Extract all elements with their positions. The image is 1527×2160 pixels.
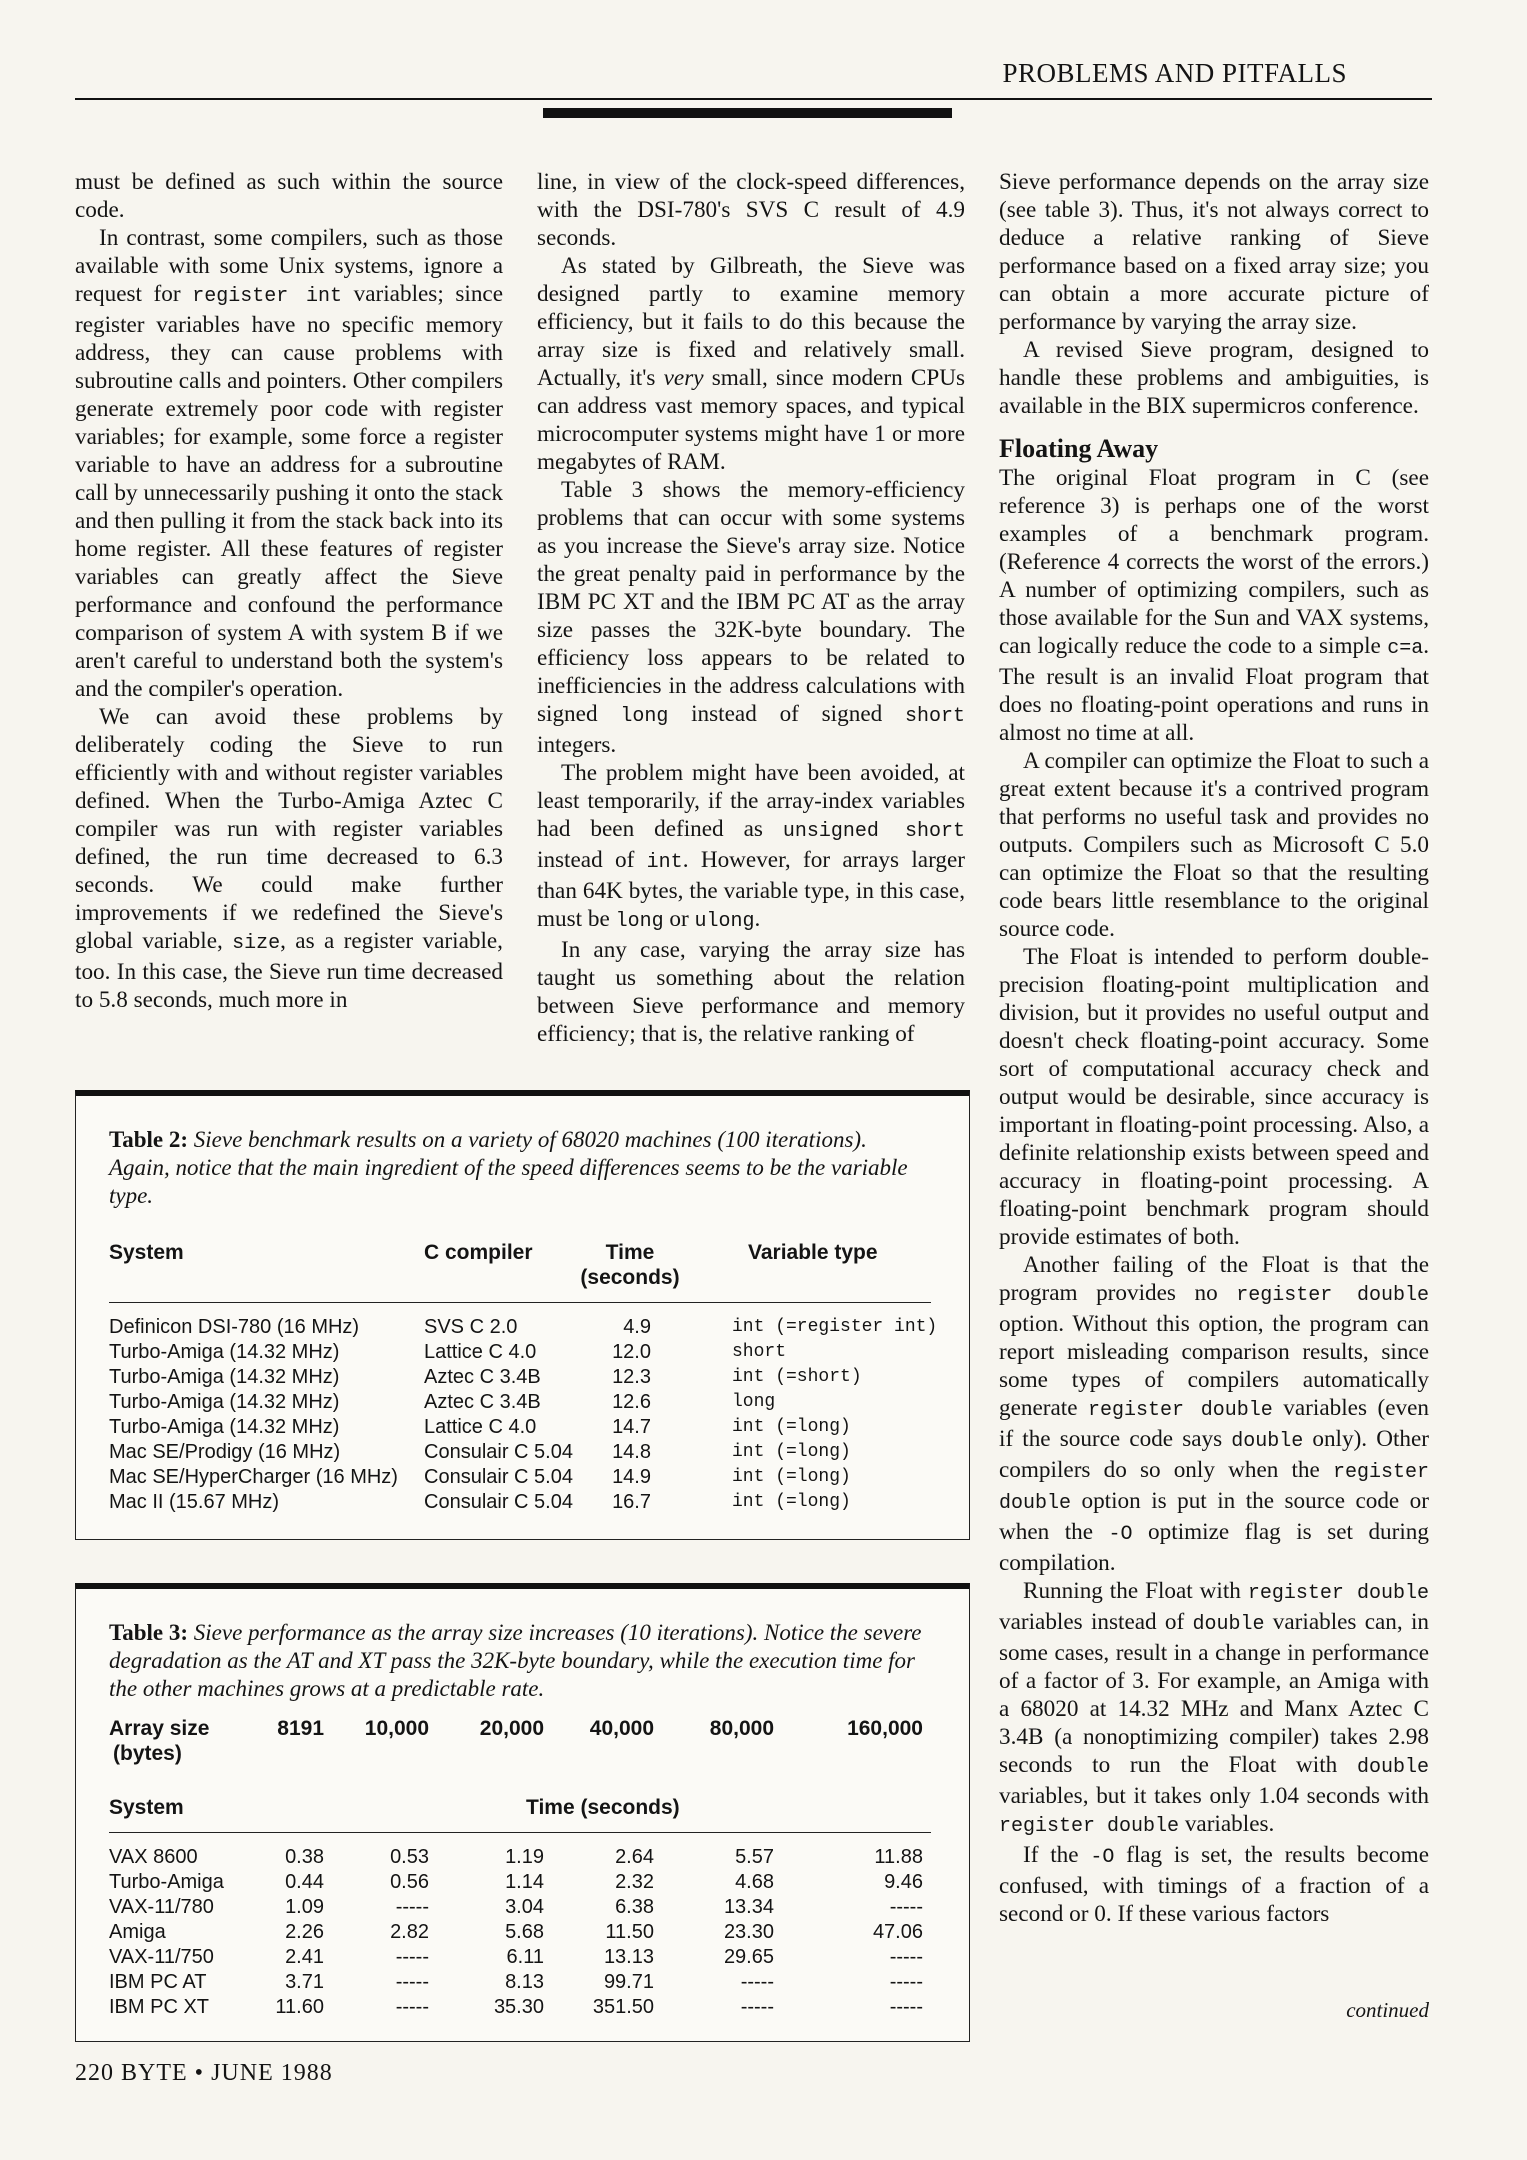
cell-time: 8.13 xyxy=(505,1971,544,1993)
cell-system: VAX-11/750 xyxy=(109,1946,214,1968)
col-header-variable-type: Variable type xyxy=(748,1241,878,1264)
cell-system: VAX 8600 xyxy=(109,1846,198,1868)
section-heading: Floating Away xyxy=(999,434,1159,463)
cell-compiler: Lattice C 4.0 xyxy=(424,1341,537,1363)
column-1 xyxy=(75,168,503,1014)
cell-time: 4.68 xyxy=(735,1871,774,1893)
cell-compiler: Lattice C 4.0 xyxy=(424,1416,537,1438)
cell-time: 0.56 xyxy=(390,1871,429,1893)
cell-time: 13.34 xyxy=(723,1896,774,1918)
table-2-body xyxy=(109,1315,938,1515)
cell-type: long xyxy=(732,1392,776,1412)
cell-system: Mac SE/HyperCharger (16 MHz) xyxy=(109,1466,398,1488)
paragraph: In contrast, some compilers, such as those available with some Unix systems, ignore a request for register int variables; since register variables have no specific memory address, they can cause problems with subroutine calls and pointers. Other compilers generate extremely poor code with register variables; for example, some force a register variable to have an address for a subroutine call by unnecessarily pushing it onto the stack and then pulling it from the stack back into its home register. All these features of register variables can greatly affect the Sieve performance and confound the performance comparison of system A with system B if we aren't careful to understand both the system's and the compiler's operation. xyxy=(75,225,504,702)
table-row xyxy=(109,1920,931,1945)
table-row xyxy=(109,1970,931,1995)
continued-note: continued xyxy=(1346,1998,1429,2022)
cell-time: 1.14 xyxy=(505,1871,544,1893)
cell-time: 14.8 xyxy=(612,1441,651,1463)
table-row xyxy=(109,1440,931,1465)
paragraph: Another failing of the Float is that the program provides no register double option. Without this option, the program can report misleading comparison results, since some types of compilers automatically generate register double variables (even if the source code says double only). Other compilers do so only when the register double option is put in the source code or when the -O optimize flag is set during compilation. xyxy=(999,1252,1429,1576)
table-row xyxy=(109,1390,931,1415)
paragraph: The problem might have been avoided, at least temporarily, if the array-index variables had been defined as unsigned short instead of int. However, for arrays larger than 64K bytes, the variable type, in this case, must be long or ulong. xyxy=(537,760,965,933)
cell-time: 35.30 xyxy=(493,1996,544,2018)
cell-system: Mac SE/Prodigy (16 MHz) xyxy=(109,1441,341,1463)
table-row xyxy=(109,1490,931,1515)
paragraph: must be defined as such within the source code. xyxy=(75,169,503,223)
table-2-rule xyxy=(109,1302,931,1303)
cell-time: 6.38 xyxy=(615,1896,654,1918)
cell-time: ----- xyxy=(395,1946,429,1968)
cell-compiler: SVS C 2.0 xyxy=(424,1316,518,1338)
cell-time: ----- xyxy=(740,1996,774,2018)
cell-time: ----- xyxy=(395,1896,429,1918)
cell-type: int (=long) xyxy=(732,1417,851,1437)
array-size-header: 20,000 xyxy=(479,1717,544,1740)
table-2-caption: Table 2: Sieve benchmark results on a variety of 68020 machines (100 iterations). Again, notice that the main ingredient of the speed differences seems to be the variable type. xyxy=(109,1127,908,1208)
cell-time: 12.6 xyxy=(612,1391,651,1413)
cell-time: ----- xyxy=(889,1996,923,2018)
header-bar xyxy=(543,108,952,118)
cell-time: ----- xyxy=(740,1971,774,1993)
cell-time: 1.09 xyxy=(285,1896,324,1918)
paragraph: Running the Float with register double variables instead of double variables can, in some cases, result in a change in performance of a factor of 3. For example, an Amiga with a 68020 at 14.32 MHz and Manx Aztec C 3.4B (a nonoptimizing compiler) takes 2.98 seconds to run the Float with double variables, but it takes only 1.04 seconds with register double variables. xyxy=(999,1578,1430,1838)
cell-compiler: Aztec C 3.4B xyxy=(424,1366,541,1388)
cell-time: ----- xyxy=(889,1946,923,1968)
header-rule xyxy=(75,98,1432,100)
paragraph: In any case, varying the array size has taught us something about the relation between Sieve performance and memory efficiency; that is, the relative ranking of xyxy=(537,937,965,1047)
cell-system: VAX-11/780 xyxy=(109,1896,214,1918)
cell-time: 0.53 xyxy=(390,1846,429,1868)
cell-time: 13.13 xyxy=(603,1946,654,1968)
column-2 xyxy=(537,168,965,1048)
table-row xyxy=(109,1315,938,1340)
cell-time: 29.65 xyxy=(723,1946,774,1968)
paragraph: The original Float program in C (see reference 3) is perhaps one of the worst examples of a benchmark program. (Reference 4 corrects the worst of the errors.) A number of optimizing compilers, such as those available for the Sun and VAX systems, can logically reduce the code to a simple c=a. The result is an invalid Float program that does no floating-point operations and runs in almost no time at all. xyxy=(999,465,1429,746)
cell-time: 0.38 xyxy=(285,1846,324,1868)
paragraph: We can avoid these problems by deliberately coding the Sieve to run efficiently with and without register variables defined. When the Turbo-Amiga Aztec C compiler was run with register variables defined, the run time decreased to 6.3 seconds. We could make further improvements if we redefined the Sieve's global variable, size, as a register variable, too. In this case, the Sieve run time decreased to 5.8 seconds, much more in xyxy=(75,704,503,1013)
paragraph: If the -O flag is set, the results become confused, with timings of a fraction of a second or 0. If these various factors xyxy=(999,1842,1429,1927)
cell-time: 14.7 xyxy=(612,1416,651,1438)
table-row xyxy=(109,1340,931,1365)
cell-time: 0.44 xyxy=(285,1871,324,1893)
cell-time: 99.71 xyxy=(603,1971,654,1993)
paragraph: As stated by Gilbreath, the Sieve was designed partly to examine memory efficiency, but it fails to do this because the array size is fixed and relatively small. Actually, it's very small, since modern CPUs can address vast memory spaces, and typical microcomputer systems might have 1 or more megabytes of RAM. xyxy=(537,253,965,475)
col-header-system: System xyxy=(109,1241,184,1264)
cell-time: 23.30 xyxy=(723,1921,774,1943)
cell-time: 2.41 xyxy=(285,1946,324,1968)
column-3 xyxy=(999,168,1429,1928)
cell-time: 351.50 xyxy=(592,1996,654,2018)
cell-system: IBM PC AT xyxy=(109,1971,207,1993)
running-header xyxy=(0,56,1527,106)
cell-system: Definicon DSI-780 (16 MHz) xyxy=(109,1316,360,1338)
table-3-caption: Table 3: Sieve performance as the array size increases (10 iterations). Notice the severe degradation as the AT and XT pass the 32K-byte boundary, while the execution time for the other machines grows at a predictable rate. xyxy=(109,1620,922,1701)
cell-time: 5.57 xyxy=(735,1846,774,1868)
cell-system: Mac II (15.67 MHz) xyxy=(109,1491,280,1513)
cell-time: 12.3 xyxy=(612,1366,651,1388)
time-label: Time (seconds) xyxy=(526,1796,680,1819)
cell-time: 11.88 xyxy=(874,1846,923,1868)
paragraph: Table 3 shows the memory-efficiency problems that can occur with some systems as you increase the Sieve's array size. Notice the great penalty paid in performance by the IBM PC XT and the IBM PC AT as the array size passes the 32K-byte boundary. The efficiency loss appears to be related to inefficiencies in the address calculations with signed long instead of signed short integers. xyxy=(537,477,965,758)
cell-time: 6.11 xyxy=(506,1946,544,1968)
cell-time: 2.64 xyxy=(615,1846,654,1868)
table-row xyxy=(109,1845,931,1870)
cell-time: 9.46 xyxy=(884,1871,923,1893)
table-row xyxy=(109,1945,931,1970)
table-3-rule xyxy=(109,1832,931,1833)
page-footer: 220 BYTE • JUNE 1988 xyxy=(75,2060,333,2086)
col-header-compiler: C compiler xyxy=(424,1241,533,1264)
cell-type: short xyxy=(732,1342,787,1362)
system-label: System xyxy=(109,1796,184,1819)
section-title: PROBLEMS AND PITFALLS xyxy=(1002,58,1347,88)
cell-compiler: Aztec C 3.4B xyxy=(424,1391,541,1413)
cell-compiler: Consulair C 5.04 xyxy=(424,1491,573,1513)
table-3-body xyxy=(109,1845,931,2020)
cell-time: 5.68 xyxy=(505,1921,544,1943)
cell-time: 4.9 xyxy=(623,1316,651,1338)
cell-time: 2.26 xyxy=(285,1921,324,1943)
cell-system: Turbo-Amiga xyxy=(109,1871,224,1893)
array-size-header: 160,000 xyxy=(847,1717,923,1740)
cell-time: ----- xyxy=(395,1996,429,2018)
array-size-header: 10,000 xyxy=(364,1717,429,1740)
cell-time: 1.19 xyxy=(505,1846,544,1868)
cell-compiler: Consulair C 5.04 xyxy=(424,1441,573,1463)
array-size-label: Array size (bytes) xyxy=(109,1717,210,1765)
cell-system: Amiga xyxy=(109,1921,166,1943)
cell-time: ----- xyxy=(889,1896,923,1918)
cell-compiler: Consulair C 5.04 xyxy=(424,1466,573,1488)
cell-time: ----- xyxy=(395,1971,429,1993)
paragraph: The Float is intended to perform double-precision floating-point multiplication and division, but it provides no useful output and doesn't check floating-point accuracy. Some sort of computational accuracy check and output would be desirable, since accuracy is important in floating-point processing. Also, a definite relationship exists between speed and accuracy in floating-point processing. A floating-point benchmark program should provide estimates of both. xyxy=(999,944,1429,1250)
cell-time: 11.50 xyxy=(605,1921,654,1943)
table-3 xyxy=(75,1583,970,2042)
paragraph: Sieve performance depends on the array size (see table 3). Thus, it's not always correct to deduce a relative ranking of Sieve performance based on a fixed array size; you can obtain a more accurate picture of performance by varying the array size. xyxy=(999,169,1429,335)
cell-time: 3.04 xyxy=(505,1896,544,1918)
paragraph: A revised Sieve program, designed to handle these problems and ambiguities, is available in the BIX supermicros conference. xyxy=(999,337,1429,419)
cell-time: 3.71 xyxy=(285,1971,324,1993)
cell-time: 16.7 xyxy=(612,1491,651,1513)
cell-time: 11.60 xyxy=(275,1996,324,2018)
cell-type: int (=long) xyxy=(732,1442,851,1462)
cell-time: ----- xyxy=(889,1971,923,1993)
cell-system: IBM PC XT xyxy=(109,1996,210,2018)
cell-system: Turbo-Amiga (14.32 MHz) xyxy=(109,1341,340,1363)
paragraph: A compiler can optimize the Float to such a great extent because it's a contrived program that performs no useful task and provides no outputs. Compilers such as Microsoft C 5.0 can optimize the Float so that the resulting code bears little resemblance to the original source code. xyxy=(999,748,1429,942)
array-size-header: 80,000 xyxy=(709,1717,774,1740)
cell-time: 47.06 xyxy=(872,1921,923,1943)
table-row xyxy=(109,1415,931,1440)
cell-type: int (=short) xyxy=(732,1367,862,1387)
table-row xyxy=(109,1365,931,1390)
paragraph: line, in view of the clock-speed differences, with the DSI-780's SVS C result of 4.9 seconds. xyxy=(537,169,965,251)
cell-time: 2.32 xyxy=(615,1871,654,1893)
table-2 xyxy=(75,1090,970,1540)
cell-time: 2.82 xyxy=(390,1921,429,1943)
array-size-header: 40,000 xyxy=(589,1717,654,1740)
table-row xyxy=(109,1870,931,1895)
cell-system: Turbo-Amiga (14.32 MHz) xyxy=(109,1416,340,1438)
table-row xyxy=(109,1465,931,1490)
table-row xyxy=(109,1895,931,1920)
array-size-header: 8191 xyxy=(277,1717,324,1740)
col-header-time: Time (seconds) xyxy=(580,1241,680,1289)
cell-type: int (=long) xyxy=(732,1467,851,1487)
cell-type: int (=long) xyxy=(732,1492,851,1512)
cell-time: 12.0 xyxy=(612,1341,651,1363)
table-row xyxy=(109,1995,931,2020)
cell-system: Turbo-Amiga (14.32 MHz) xyxy=(109,1391,340,1413)
cell-system: Turbo-Amiga (14.32 MHz) xyxy=(109,1366,340,1388)
cell-time: 14.9 xyxy=(612,1466,651,1488)
cell-type: int (=register int) xyxy=(732,1317,938,1337)
